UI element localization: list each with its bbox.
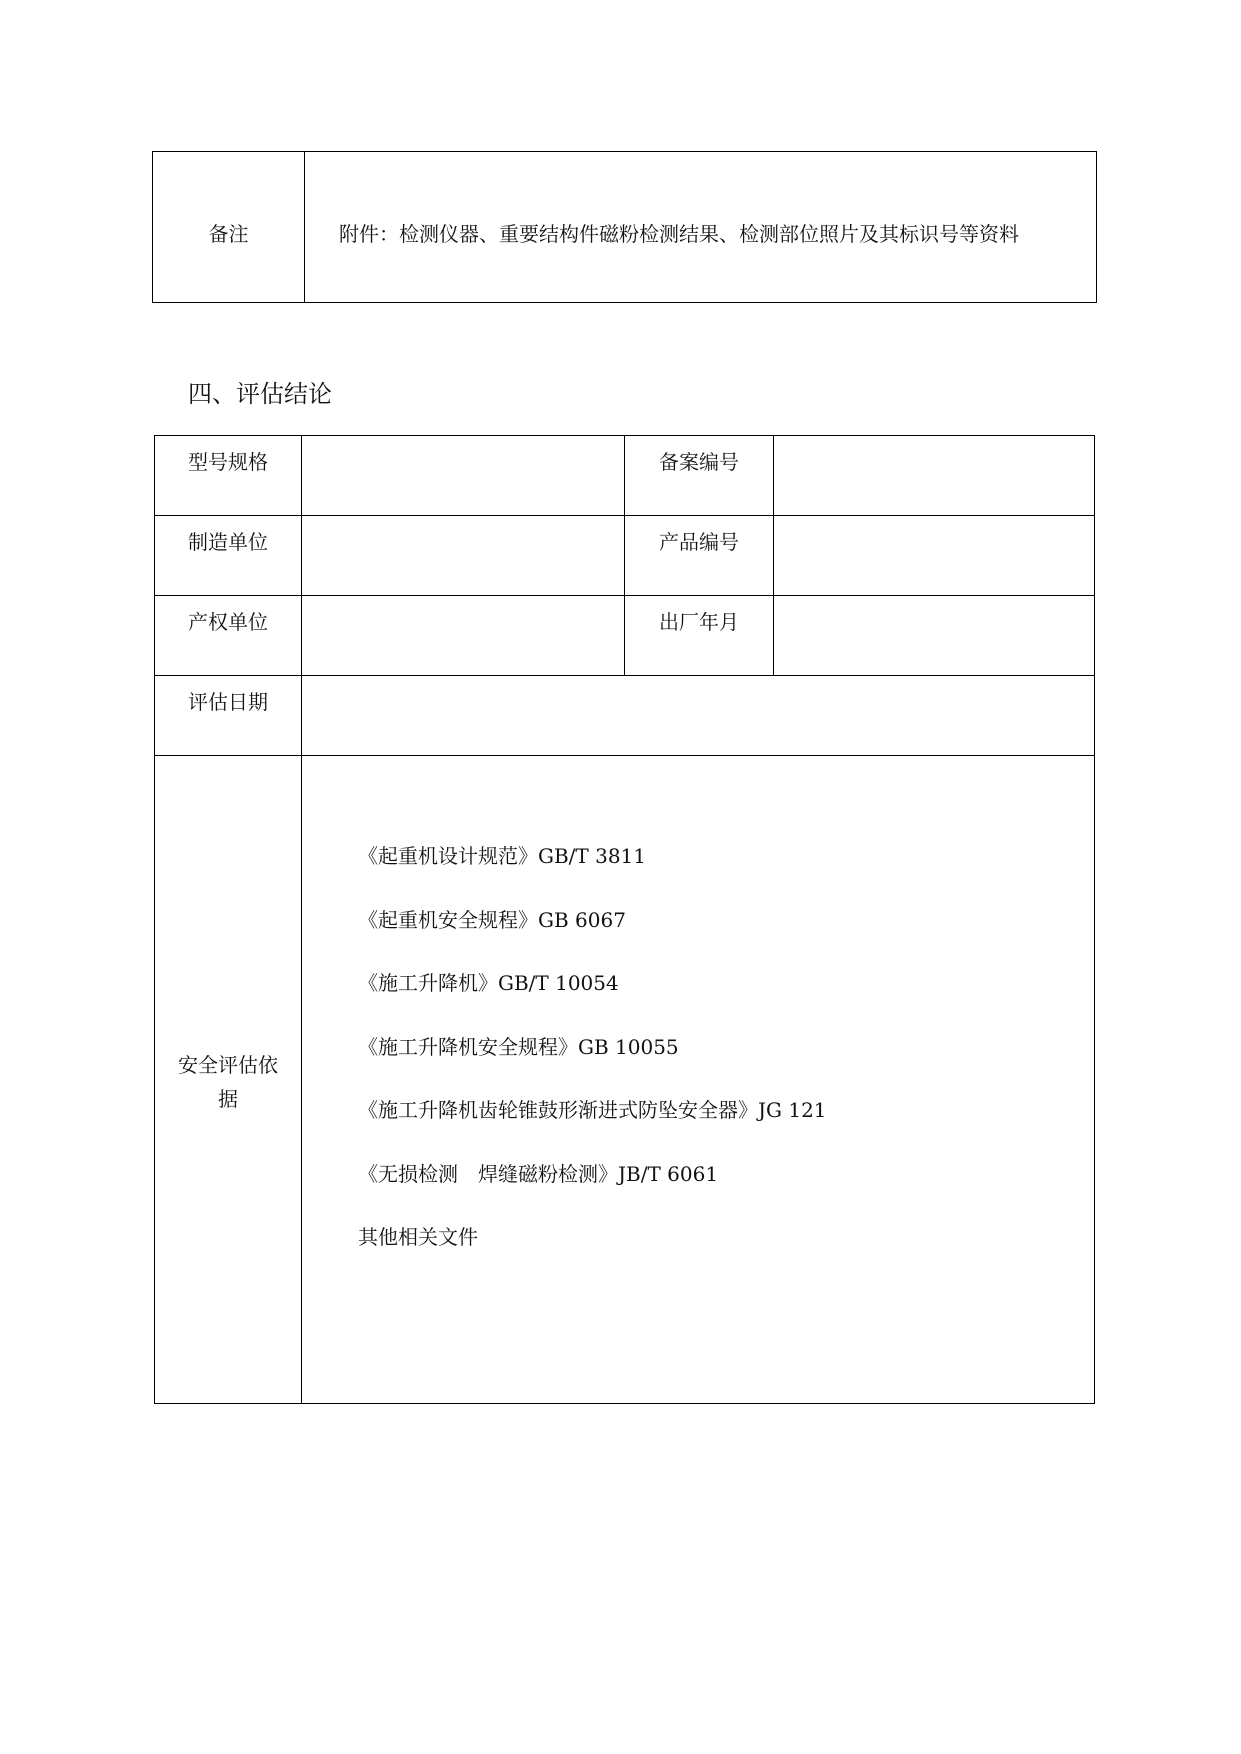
model-label: 型号规格	[155, 436, 302, 516]
evaluation-date-label: 评估日期	[155, 676, 302, 756]
owner-label: 产权单位	[155, 596, 302, 676]
table-row	[155, 676, 1095, 756]
table-row	[155, 436, 1095, 516]
evaluation-date-value	[302, 676, 1095, 756]
list-item: 《施工升降机齿轮锥鼓形渐进式防坠安全器》JG 121	[358, 1098, 827, 1122]
product-number-label: 产品编号	[625, 516, 774, 596]
list-item: 《起重机设计规范》GB/T 3811	[358, 844, 647, 868]
list-item: 《起重机安全规程》GB 6067	[358, 907, 626, 932]
filing-number-value	[774, 436, 1095, 516]
list-item: 《施工升降机安全规程》GB 10055	[358, 1034, 679, 1059]
list-item: 《施工升降机》GB/T 10054	[358, 971, 619, 995]
list-item: 《无损检测 焊缝磁粉检测》JB/T 6061	[358, 1161, 719, 1186]
remarks-table	[152, 151, 1097, 303]
production-date-label: 出厂年月	[625, 596, 774, 676]
table-row	[155, 756, 1095, 1404]
safety-basis-label	[155, 756, 302, 1404]
filing-number-label: 备案编号	[625, 436, 774, 516]
safety-basis-label-line: 安全评估依	[178, 1052, 278, 1077]
model-value	[302, 436, 625, 516]
remarks-label: 备注	[153, 152, 305, 303]
table-row	[155, 516, 1095, 596]
remarks-row	[153, 152, 1097, 303]
remarks-content: 附件：检测仪器、重要结构件磁粉检测结果、检测部位照片及其标识号等资料	[305, 152, 1097, 303]
owner-value	[302, 596, 625, 676]
manufacturer-label: 制造单位	[155, 516, 302, 596]
section-title: 四、评估结论	[188, 380, 332, 408]
production-date-value	[774, 596, 1095, 676]
safety-basis-label-line: 据	[218, 1086, 238, 1111]
evaluation-conclusion-table	[154, 435, 1095, 1404]
table-row	[155, 596, 1095, 676]
product-number-value	[774, 516, 1095, 596]
manufacturer-value	[302, 516, 625, 596]
list-item: 其他相关文件	[358, 1225, 478, 1249]
safety-basis-list	[302, 756, 1095, 1404]
